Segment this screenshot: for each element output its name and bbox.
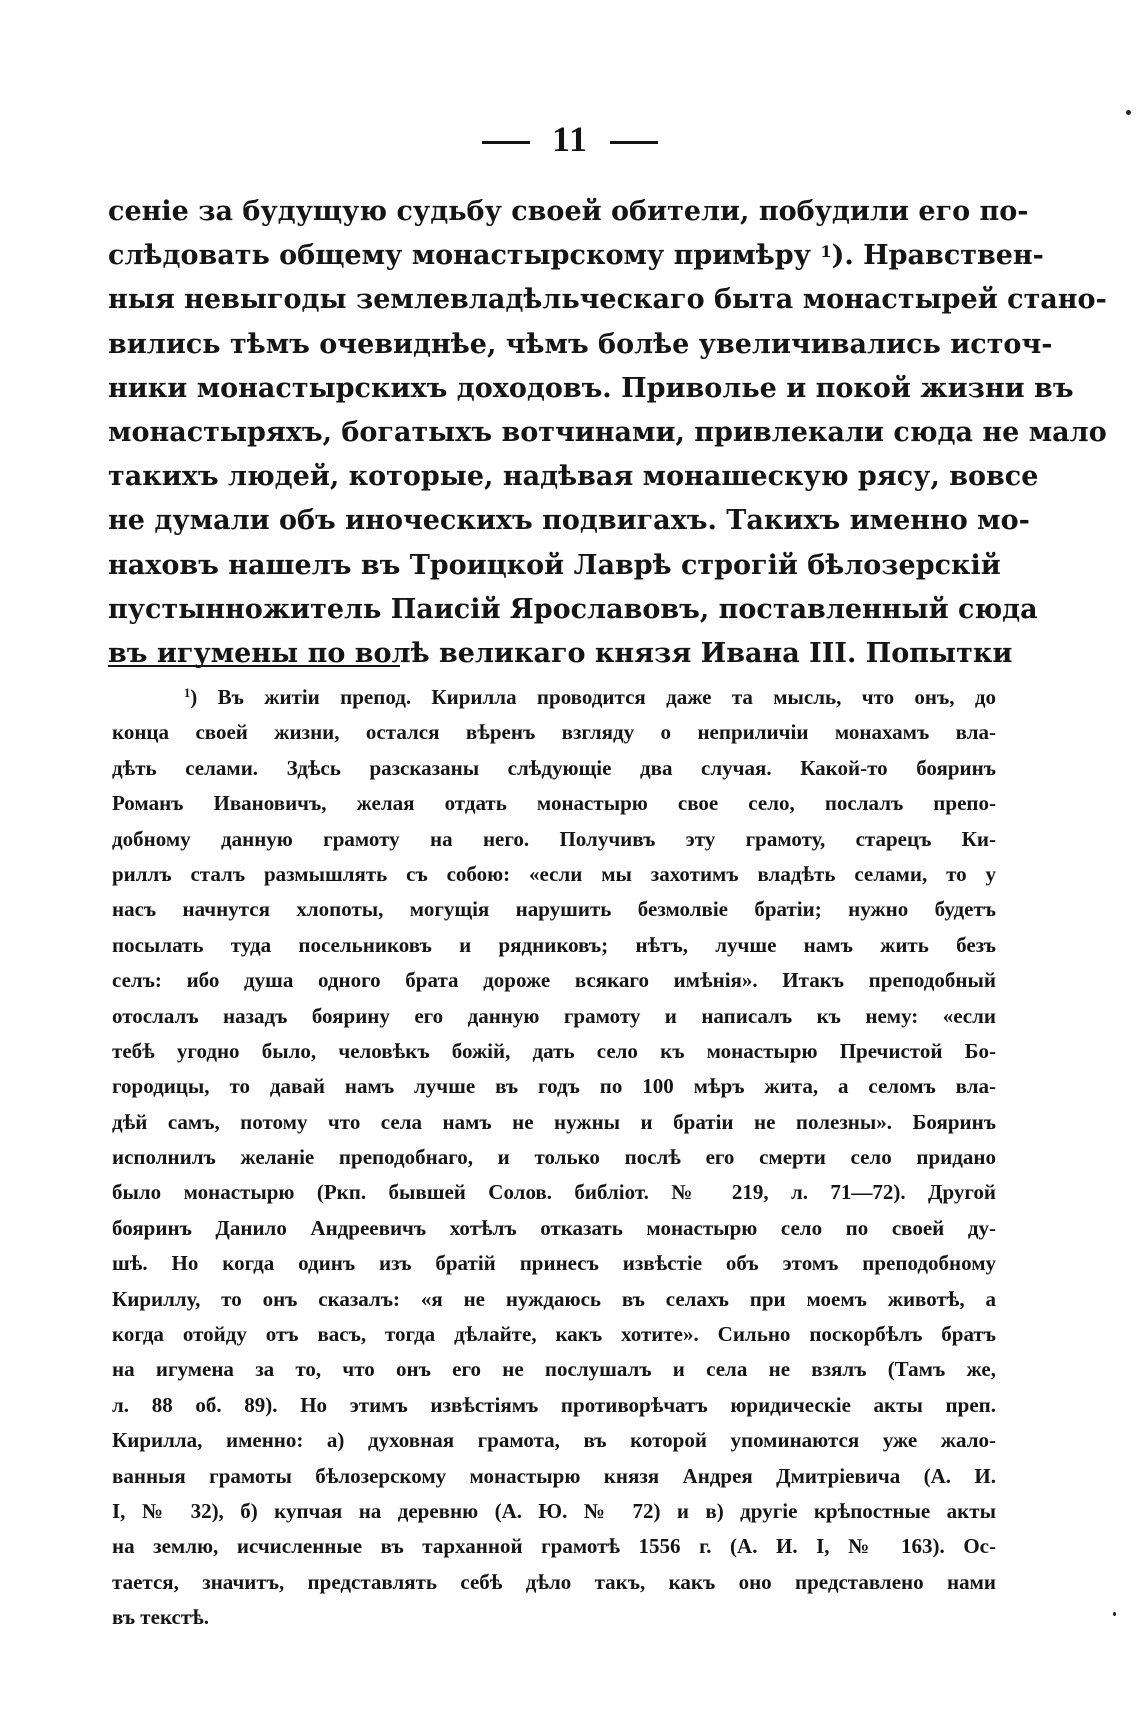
footnote-line: Кирилла, именно: а) духовная грамота, въ которой упоминаются уже жало- <box>112 1428 996 1453</box>
footnote-line: посылать туда посельниковъ и рядниковъ; нѣтъ, лучше намъ жить безъ <box>112 932 996 957</box>
footnote-line: тебѣ угодно было, человѣкъ божій, дать село къ монастырю Пречистой Бо- <box>112 1038 996 1063</box>
footnote-line: въ текстѣ. <box>112 1605 210 1630</box>
scan-speck <box>1126 110 1131 115</box>
page-header <box>0 118 1140 160</box>
footnote-line: риллъ сталъ размышлять съ собою: «если мы захотимъ владѣть селами, то у <box>112 861 996 886</box>
main-line <box>108 234 1044 278</box>
footnote-line: добному данную грамоту на него. Получивъ эту грамоту, старецъ Ки- <box>112 826 996 851</box>
footnote <box>112 680 996 1636</box>
footnote-line: тается, значитъ, представлять себѣ дѣло такъ, какъ оно представлено нами <box>112 1569 996 1594</box>
footnote-line: Кириллу, то онъ сказалъ: «я не нуждаюсь въ селахъ при моемъ животѣ, а <box>112 1286 996 1311</box>
main-line: такихъ людей, которые, надѣвая монашескую рясу, вовсе <box>108 461 1039 493</box>
footnote-line: городицы, то давай намъ лучше въ годъ по 100 мѣръ жита, а селомъ вла- <box>112 1074 996 1099</box>
header-dash-left <box>482 141 530 144</box>
main-text <box>108 190 1107 676</box>
footnote-line: конца своей жизни, остался вѣренъ взгляду о неприличіи монахамъ вла- <box>112 720 996 745</box>
footnote-line: Романъ Ивановичъ, желая отдать монастырю свое село, послалъ препо- <box>112 791 996 816</box>
footnote-line: исполнилъ желаніе преподобнаго, и только послѣ его смерти село придано <box>112 1145 996 1170</box>
main-line: монастыряхъ, богатыхъ вотчинами, привлекали сюда не мало <box>108 416 1107 448</box>
footnote-marker: 1 <box>184 686 191 700</box>
footnote-line: бояринъ Данило Андреевичъ хотѣлъ отказать монастырю село по своей ду- <box>112 1215 996 1240</box>
footnote-line: шѣ. Но когда одинъ изъ братій принесъ извѣстіе объ этомъ преподобному <box>112 1251 996 1276</box>
footnote-line: I, № 32), б) купчая на деревню (А. Ю. № 72) и в) другіе крѣпостные акты <box>112 1498 996 1523</box>
main-line: сеніе за будущую судьбу своей обители, побудили его по- <box>108 196 1029 227</box>
footnote-reference: 1 <box>820 242 832 262</box>
main-line: ныя невыгоды землевладѣльческаго быта монастырей стано- <box>108 284 1107 316</box>
footnote-line: дѣй самъ, потому что села намъ не нужны и братіи не полезны». Бояринъ <box>112 1109 996 1134</box>
main-line-text: слѣдовать общему монастырскому примѣру <box>108 240 811 272</box>
main-line: въ игумены по волѣ великаго князя Ивана III. Попытки <box>108 637 1013 669</box>
footnote-line: дѣть селами. Здѣсь разсказаны слѣдующіе два случая. Какой-то бояринъ <box>112 755 996 780</box>
footnote-divider <box>108 665 400 667</box>
footnote-line: ванныя грамоты бѣлозерскому монастырю князя Андрея Дмитріевича (А. И. <box>112 1463 996 1488</box>
footnote-line: насъ начнутся хлопоты, могущія нарушить безмолвіе братіи; нужно будетъ <box>112 897 996 922</box>
footnote-line: на землю, исчисленные въ тарханной грамотѣ 1556 г. (А. И. I, № 163). Ос- <box>112 1534 996 1559</box>
footnote-line: на игумена за то, что онъ его не послушалъ и села не взялъ (Тамъ же, <box>112 1357 996 1382</box>
main-line: не думали объ иноческихъ подвигахъ. Такихъ именно мо- <box>108 505 1030 537</box>
footnote-line: л. 88 об. 89). Но этимъ извѣстіямъ противорѣчатъ юридическіе акты преп. <box>112 1392 996 1417</box>
footnote-line: селъ: ибо душа одного брата дороже всякаго имѣнія». Итакъ преподобный <box>112 968 996 993</box>
header-dash-right <box>610 141 658 144</box>
main-line: наховъ нашелъ въ Троицкой Лаврѣ строгій бѣлозерскій <box>108 549 1001 581</box>
main-line-tail: ). Нравствен- <box>831 240 1044 272</box>
scan-speck <box>1113 1612 1116 1616</box>
page-number: 11 <box>551 119 588 159</box>
main-line: вились тѣмъ очевиднѣе, чѣмъ болѣе увеличивались источ- <box>108 328 1053 360</box>
main-line: пустынножитель Паисій Ярославовъ, поставленный сюда <box>108 593 1038 625</box>
footnote-line-text: ) Въ житіи препод. Кирилла проводится даже та мысль, что онъ, до <box>190 685 996 709</box>
main-line: ники монастырскихъ доходовъ. Приволье и покой жизни въ <box>108 372 1074 404</box>
footnote-line: было монастырю (Ркп. бывшей Солов. библіот. № 219, л. 71—72). Другой <box>112 1180 996 1205</box>
footnote-line <box>112 680 996 715</box>
footnote-line: отослалъ назадъ боярину его данную грамоту и написалъ къ нему: «если <box>112 1003 996 1028</box>
footnote-line: когда отойду отъ васъ, тогда дѣлайте, какъ хотите». Сильно поскорбѣлъ братъ <box>112 1322 996 1347</box>
